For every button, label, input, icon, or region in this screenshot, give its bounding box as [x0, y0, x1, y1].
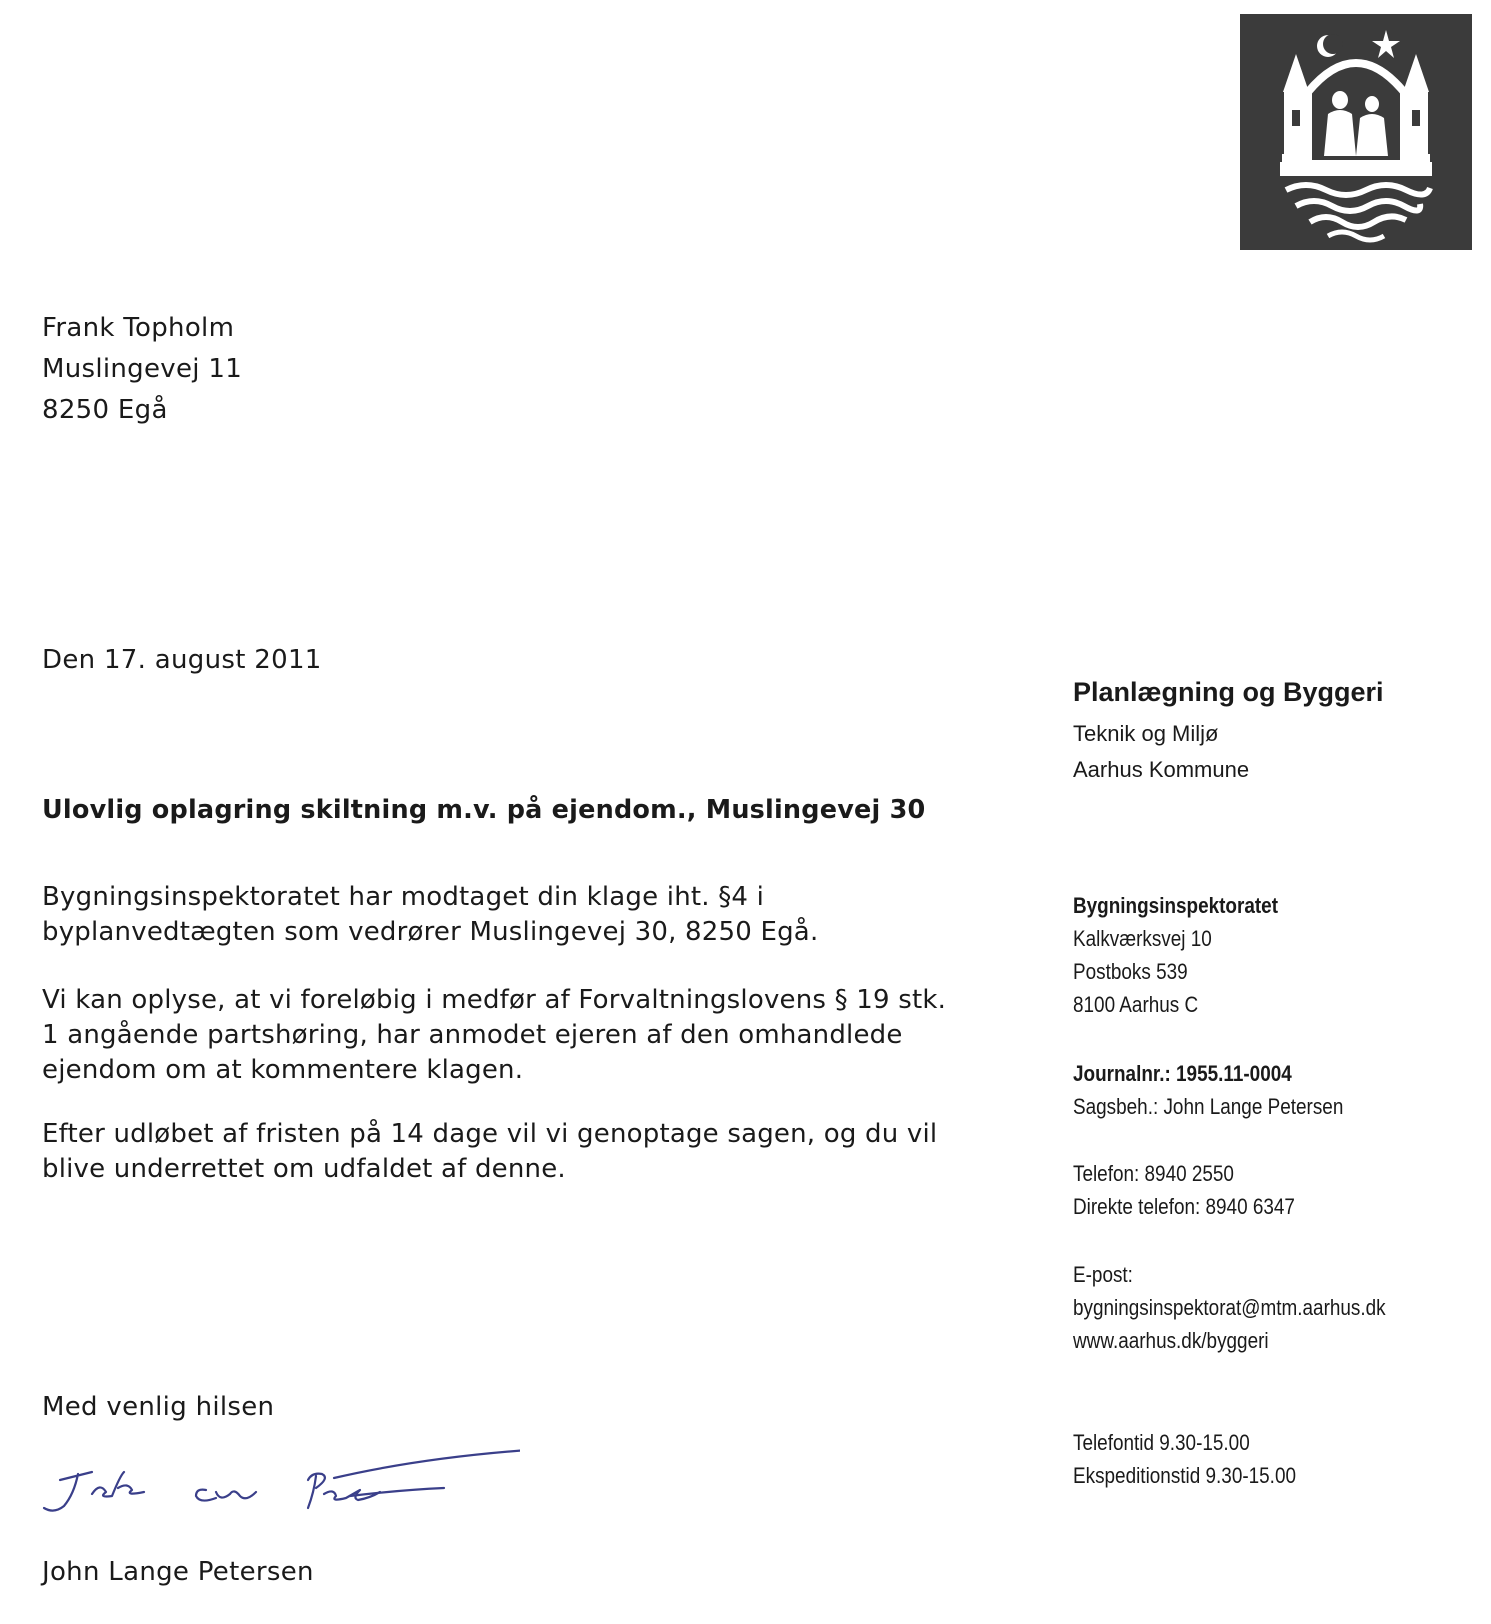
aarhus-coat-of-arms-icon — [1240, 14, 1472, 250]
office-address — [1073, 889, 1278, 1021]
recipient-name: Frank Topholm — [42, 313, 235, 343]
opening-hours — [1073, 1426, 1296, 1492]
body-paragraph-3 — [42, 1117, 1002, 1187]
contact-info — [1073, 1258, 1386, 1357]
municipality-name: Aarhus Kommune — [1073, 757, 1250, 782]
handwritten-signature — [20, 1432, 520, 1522]
body-line: blive underrettet om udfaldet af denne. — [42, 1154, 566, 1184]
phone-numbers — [1073, 1157, 1295, 1223]
letter-subject: Ulovlig oplagring skiltning m.v. på ejendom., Muslingevej 30 — [42, 795, 926, 825]
recipient-address — [42, 308, 242, 431]
body-line: Bygningsinspektoratet har modtaget din klage iht. §4 i — [42, 882, 765, 912]
body-line: Vi kan oplyse, at vi foreløbig i medfør af Forvaltningslovens § 19 stk. — [42, 985, 947, 1015]
office-city: 8100 Aarhus C — [1073, 992, 1199, 1017]
office-pobox: Postboks 539 — [1073, 959, 1188, 984]
department-title: Planlægning og Byggeri — [1073, 677, 1384, 707]
email-label: E-post: — [1073, 1262, 1133, 1287]
body-paragraph-1 — [42, 880, 1002, 950]
office-street: Kalkværksvej 10 — [1073, 926, 1212, 951]
signer-name: John Lange Petersen — [42, 1557, 314, 1587]
phone-hours: Telefontid 9.30-15.00 — [1073, 1430, 1250, 1455]
case-handler: Sagsbeh.: John Lange Petersen — [1073, 1094, 1344, 1119]
journal-number: Journalnr.: 1955.11-0004 — [1073, 1061, 1292, 1086]
letter-date: Den 17. august 2011 — [42, 645, 322, 675]
office-hours: Ekspeditionstid 9.30-15.00 — [1073, 1463, 1296, 1488]
sender-department — [1073, 677, 1384, 788]
phone-number: Telefon: 8940 2550 — [1073, 1161, 1234, 1186]
body-line: 1 angående partshøring, har anmodet ejeren af den omhandlede — [42, 1020, 903, 1050]
body-line: ejendom om at kommentere klagen. — [42, 1055, 524, 1085]
body-paragraph-2 — [42, 983, 1002, 1088]
division-name: Teknik og Miljø — [1073, 721, 1219, 746]
direct-phone-number: Direkte telefon: 8940 6347 — [1073, 1194, 1295, 1219]
body-line: Efter udløbet af fristen på 14 dage vil vi genoptage sagen, og du vil — [42, 1119, 938, 1149]
recipient-street: Muslingevej 11 — [42, 354, 243, 384]
body-line: byplanvedtægten som vedrører Muslingevej 30, 8250 Egå. — [42, 917, 819, 947]
case-reference — [1073, 1057, 1343, 1123]
website: www.aarhus.dk/byggeri — [1073, 1328, 1269, 1353]
office-name: Bygningsinspektoratet — [1073, 893, 1279, 918]
email-address: bygningsinspektorat@mtm.aarhus.dk — [1073, 1295, 1386, 1320]
closing-greeting: Med venlig hilsen — [42, 1392, 275, 1422]
recipient-city: 8250 Egå — [42, 395, 168, 425]
